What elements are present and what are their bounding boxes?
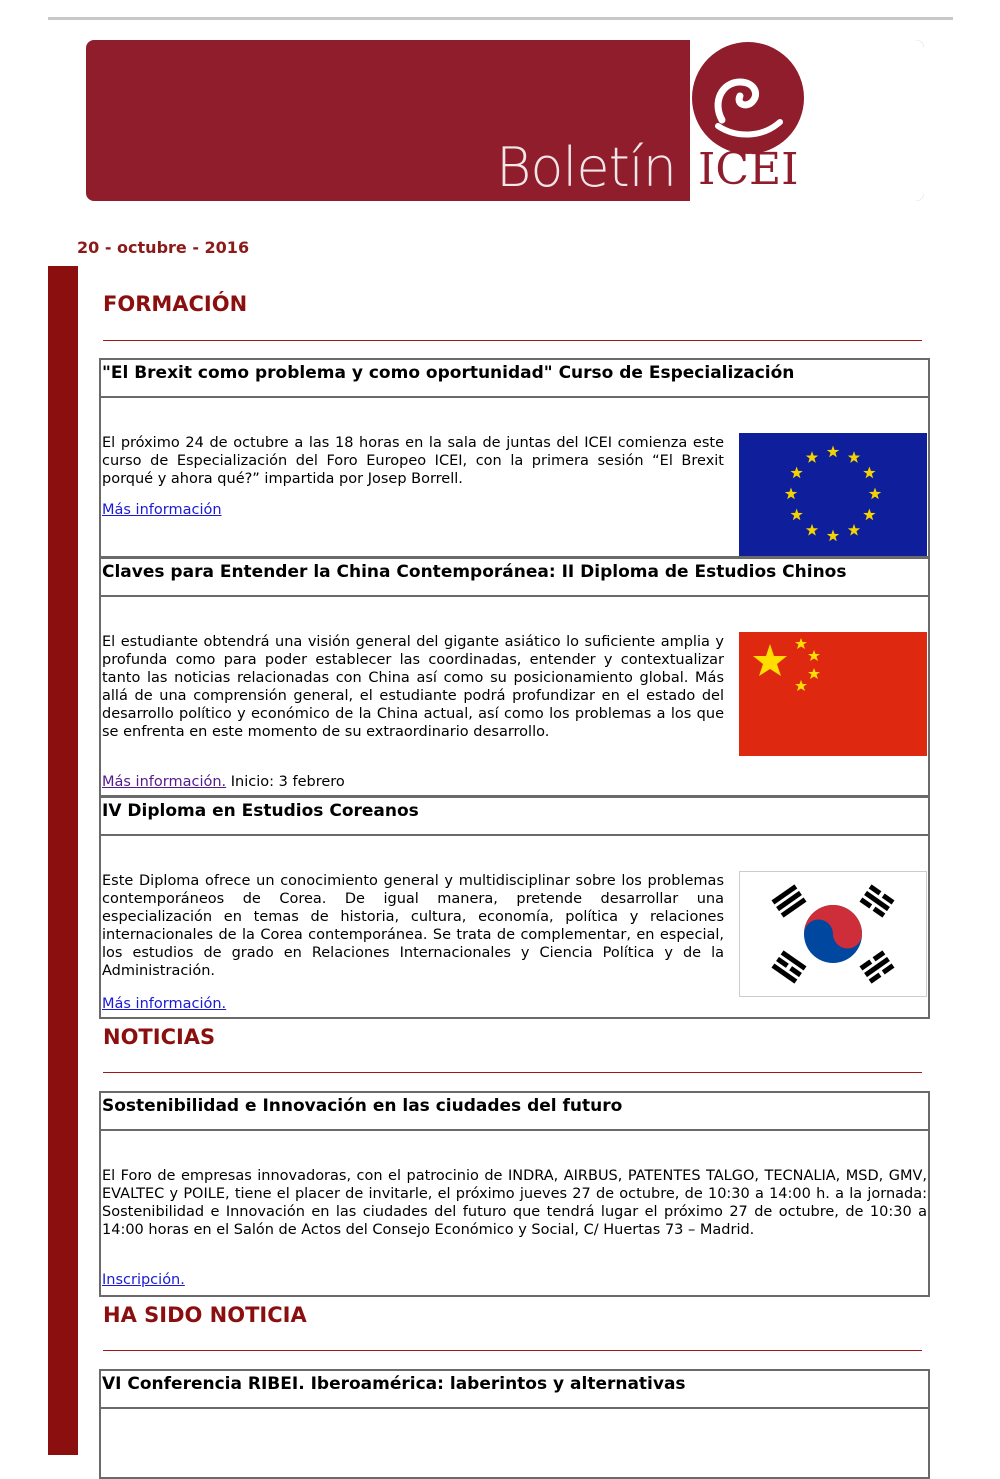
item-link-row [102, 502, 222, 518]
section-title-noticias: NOTICIAS [103, 1025, 216, 1049]
issue-date: 20 - octubre - 2016 [77, 238, 250, 257]
item-link-row [102, 1272, 185, 1288]
item-description: El próximo 24 de octubre a las 18 horas en la sala de juntas del ICEI comienza este curso de Especialización del Foro Europeo ICEI, con la primera sesión “El Brexit porqué y ahora qué?” impartida por Josep Borrell. [102, 435, 724, 487]
section-title-formacion: FORMACIÓN [103, 292, 248, 316]
newsletter-banner [86, 40, 924, 201]
item-body [101, 597, 928, 795]
item-body [101, 836, 928, 1017]
item-title: "El Brexit como problema y como oportunidad" Curso de Especialización [101, 360, 928, 398]
start-date-text: Inicio: 3 febrero [226, 774, 345, 790]
news-item [99, 796, 930, 1019]
item-title: IV Diploma en Estudios Coreanos [101, 798, 928, 836]
section-title-ha-sido-noticia: HA SIDO NOTICIA [103, 1303, 307, 1327]
item-link-row [102, 774, 345, 790]
news-item [99, 557, 930, 797]
item-body [101, 1409, 928, 1477]
item-description: El Foro de empresas innovadoras, con el patrocinio de INDRA, AIRBUS, PATENTES TALGO, TECNALIA, MSD, GMV, EVALTEC y POILE, tiene el placer de invitarle, el próximo jueves 27 de octubre, de 10:30 a 14:00 h. a la jornada: Sostenibilidad e Innovación en las ciudades del futuro que tendrá lugar el próximo 27 de octubre, de 10:30 a 14:00 horas en el Salón de Actos del Consejo Económico y Social, C/ Huertas 73 – Madrid. [102, 1168, 927, 1238]
item-body [101, 1131, 928, 1295]
more-info-link[interactable]: Más información. [102, 996, 227, 1012]
logo-text: ICEI [698, 144, 799, 195]
item-title: Sostenibilidad e Innovación en las ciudades del futuro [101, 1093, 928, 1131]
section-divider [103, 340, 922, 341]
item-body [101, 398, 928, 556]
item-title: VI Conferencia RIBEI. Iberoamérica: laberintos y alternativas [101, 1371, 928, 1409]
sidebar-accent [48, 266, 78, 1455]
top-divider [48, 17, 953, 20]
news-item [99, 1091, 930, 1297]
item-description: Este Diploma ofrece un conocimiento general y multidisciplinar sobre los problemas contemporáneos de Corea. De igual manera, pretende desarrollar una especialización en temas de historia, cultura, economía, política y relaciones internacionales de la Corea contemporánea. Se trata de complementar, en especial, los estudios de grado en Relaciones Internacionales y Ciencia Política y de la Administración. [102, 873, 724, 979]
news-item [99, 1369, 930, 1479]
eu-flag-icon [739, 433, 927, 556]
banner-title: Boletín [496, 136, 677, 199]
section-divider [103, 1072, 922, 1073]
item-title: Claves para Entender la China Contemporánea: II Diploma de Estudios Chinos [101, 559, 928, 597]
item-link-row [102, 996, 226, 1012]
news-item [99, 358, 930, 558]
item-description: El estudiante obtendrá una visión general del gigante asiático lo suficiente amplia y profunda como para poder establecer las coordinadas, entender y contextualizar tanto las noticias relacionadas con China así como su posicionamiento global. Más allá de una comprensión general, el estudiante podrá profundizar en el estado del desarrollo político y económico de la China actual, así como los problemas a los que se enfrenta en este momento de su extraordinario desarrollo. [102, 634, 724, 740]
registration-link[interactable]: Inscripción. [102, 1272, 185, 1288]
section-divider [103, 1350, 922, 1351]
swan-logo-icon [692, 42, 804, 154]
china-flag-icon [739, 632, 927, 756]
korea-flag-icon [739, 871, 927, 997]
more-info-link[interactable]: Más información. [102, 774, 227, 790]
more-info-link[interactable]: Más información [102, 502, 222, 518]
